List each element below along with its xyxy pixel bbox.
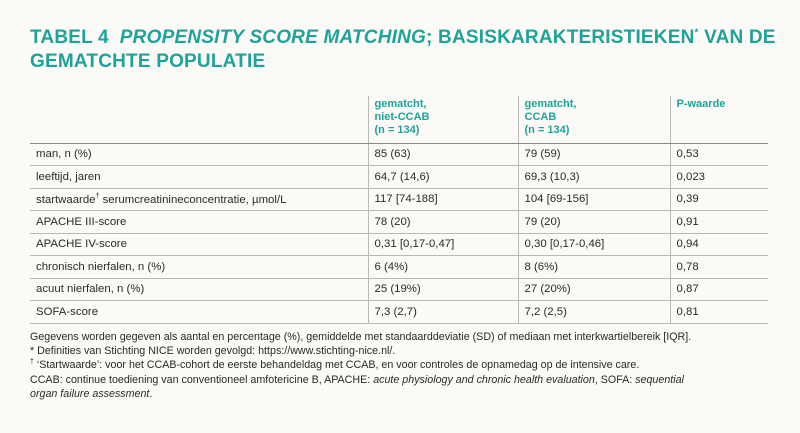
header-line: (n = 134): [524, 124, 570, 136]
row-label: startwaarde† serumcreatinineconcentratie, µmol/L: [30, 188, 368, 211]
header-cell-ccab: [518, 96, 670, 143]
header-line: CCAB: [524, 111, 557, 123]
title-part-2: VAN DE GEMATCHTE POPULATIE: [30, 27, 776, 72]
footnote-abbreviations-cont: organ failure assessment.: [30, 387, 153, 400]
cell-p-waarde: 0,53: [670, 143, 768, 166]
row-label: APACHE III-score: [30, 211, 368, 234]
header-cell-label: [30, 96, 368, 143]
table-row: [30, 143, 768, 166]
table-row: [30, 233, 768, 256]
table-header-row: [30, 96, 768, 143]
cell-ccab: 79 (59): [518, 143, 670, 166]
footnote-definitions: * Definities van Stichting NICE worden gevolgd: https://www.stichting-nice.nl/.: [30, 345, 396, 358]
title-footnote-marker: *: [694, 27, 699, 39]
title-label: TABEL 4: [30, 27, 109, 48]
cell-niet-ccab: 117 [74-188]: [368, 188, 518, 211]
cell-ccab: 8 (6%): [518, 256, 670, 279]
cell-ccab: 69,3 (10,3): [518, 166, 670, 189]
cell-ccab: 27 (20%): [518, 278, 670, 301]
cell-p-waarde: 0,81: [670, 301, 768, 324]
row-label: APACHE IV-score: [30, 233, 368, 256]
cell-niet-ccab: 85 (63): [368, 143, 518, 166]
row-label: acuut nierfalen, n (%): [30, 278, 368, 301]
table-row: [30, 188, 768, 211]
cell-p-waarde: 0,87: [670, 278, 768, 301]
header-line: gematcht,: [524, 98, 577, 110]
cell-ccab: 79 (20): [518, 211, 670, 234]
table-row: [30, 256, 768, 279]
cell-p-waarde: 0,91: [670, 211, 768, 234]
table-row: [30, 211, 768, 234]
row-label: SOFA-score: [30, 301, 368, 324]
row-label: chronisch nierfalen, n (%): [30, 256, 368, 279]
cell-niet-ccab: 7,3 (2,7): [368, 301, 518, 324]
cell-ccab: 0,30 [0,17-0,46]: [518, 233, 670, 256]
table-row: [30, 278, 768, 301]
header-line: (n = 134): [374, 124, 420, 136]
cell-ccab: 104 [69-156]: [518, 188, 670, 211]
header-cell-p-waarde: [670, 96, 768, 143]
cell-ccab: 7,2 (2,5): [518, 301, 670, 324]
table-footnotes: [30, 330, 780, 401]
cell-p-waarde: 0,39: [670, 188, 768, 211]
characteristics-table: [30, 96, 768, 324]
row-label: leeftijd, jaren: [30, 166, 368, 189]
cell-niet-ccab: 0,31 [0,17-0,47]: [368, 233, 518, 256]
cell-niet-ccab: 64,7 (14,6): [368, 166, 518, 189]
title-emphasis: PROPENSITY SCORE MATCHING: [119, 27, 427, 48]
cell-p-waarde: 0,023: [670, 166, 768, 189]
cell-niet-ccab: 6 (4%): [368, 256, 518, 279]
footnote-data-format: Gegevens worden gegeven als aantal en percentage (%), gemiddelde met standaarddeviatie (SD) of mediaan met interkwartielbereik [IQR].: [30, 331, 692, 343]
footnote-abbreviations: CCAB: continue toediening van conventioneel amfotericine B, APACHE: acute physiology and chronic health evaluation, SOFA: sequential: [30, 373, 684, 386]
title-part-1: ; BASISKARAKTERISTIEKEN: [426, 27, 695, 48]
table-title: [30, 26, 780, 74]
footnote-startwaarde: † ‘Startwaarde’: voor het CCAB-cohort de eerste behandeldag met CCAB, en voor controles de opnamedag op de intensive care.: [30, 358, 640, 372]
header-line: P-waarde: [676, 98, 726, 110]
header-line: gematcht,: [374, 98, 427, 110]
table-row: [30, 301, 768, 324]
header-cell-niet-ccab: [368, 96, 518, 143]
cell-niet-ccab: 25 (19%): [368, 278, 518, 301]
cell-p-waarde: 0,94: [670, 233, 768, 256]
cell-p-waarde: 0,78: [670, 256, 768, 279]
table-row: [30, 166, 768, 189]
header-line: niet-CCAB: [374, 111, 430, 123]
row-label: man, n (%): [30, 143, 368, 166]
cell-niet-ccab: 78 (20): [368, 211, 518, 234]
